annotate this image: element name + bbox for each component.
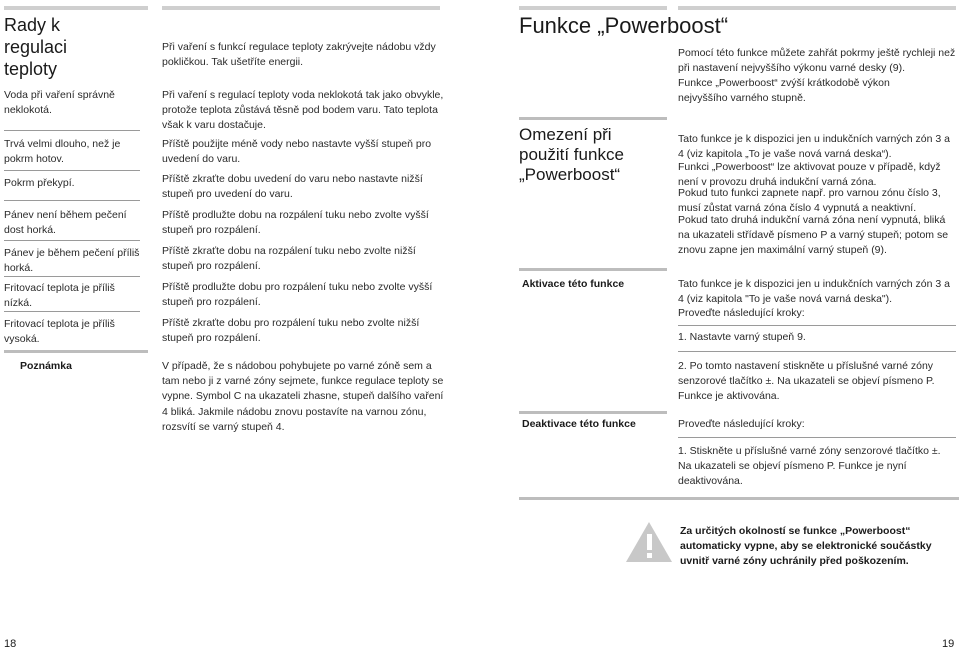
- limits-text-1: Tato funkce je k dispozici jen u indukčních varných zón 3 a 4 (viz kapitola „To je vaše nová varná deska“).: [678, 133, 950, 161]
- divider: [678, 325, 956, 326]
- deactivation-label: Deaktivace této funkce: [522, 418, 636, 430]
- page-number-left: 18: [4, 638, 17, 650]
- divider: [4, 130, 140, 131]
- left-top-bar: [4, 6, 148, 10]
- right-top-bar: [519, 6, 667, 10]
- note-bar: [4, 350, 148, 353]
- divider: [4, 276, 140, 277]
- activation-step-2: 2. Po tomto nastavení stiskněte u příslušné varné zóny senzorové tlačítko ±. Na ukazateli se objeví písmeno P. Funkce je aktivována.: [678, 360, 935, 403]
- problem-1: Voda při vaření správně neklokotá.: [4, 89, 115, 117]
- right-top-bar-right: [678, 6, 956, 10]
- limits-text-2: Funkci „Powerboost“ lze aktivovat pouze v případě, když není v provozu druhá indukční varná zóna.: [678, 161, 941, 189]
- deactivation-step-1: 1. Stiskněte u příslušné varné zóny senzorové tlačítko ±. Na ukazateli se objeví písmeno P. Funkce je nyní deaktivována.: [678, 445, 941, 488]
- warning-text: Za určitých okolností se funkce „Powerboost“ automaticky vypne, aby se elektronické součástky uvnitř varné zóny uchránily před poškozením.: [680, 525, 932, 568]
- activation-text-1: Tato funkce je k dispozici jen u indukčních varných zón 3 a 4 (viz kapitola "To je vaše nová varná deska").: [678, 278, 950, 306]
- divider: [4, 311, 140, 312]
- solution-2: Příště použijte méně vody nebo nastavte vyšší stupeň pro uvedení do varu.: [162, 138, 432, 166]
- limits-text-4: Pokud tato druhá indukční varná zóna není vypnutá, bliká na ukazateli střídavě písmeno P a varný stupeň; potom se znovu zapne jen maximální varný stupeň (9).: [678, 214, 949, 257]
- limits-text-3: Pokud tuto funkci zapnete např. pro varnou zónu číslo 3, musí zůstat varná zóna číslo 4 vypnutá a neaktivní.: [678, 187, 941, 215]
- deactivation-bar: [519, 411, 667, 414]
- divider: [4, 170, 140, 171]
- solution-1: Při vaření s regulací teploty voda neklokotá tak jako obvykle, protože teplota zůstává těsně pod bodem varu. Tato teplota však k varu dostačuje.: [162, 89, 444, 132]
- divider: [4, 240, 140, 241]
- note-label: Poznámka: [20, 360, 72, 372]
- warning-bar: [519, 497, 959, 500]
- problem-5: Pánev je během pečení příliš horká.: [4, 247, 140, 275]
- problem-3: Pokrm překypí.: [4, 177, 75, 189]
- limits-bar: [519, 117, 667, 120]
- warning-icon-mark: [647, 534, 652, 550]
- limits-title: Omezení při použití funkce „Powerboost“: [519, 125, 624, 184]
- solution-5: Příště zkraťte dobu na rozpálení tuku nebo zvolte nižší stupeň pro rozpálení.: [162, 245, 416, 273]
- left-heading: Rady k regulaci teploty: [4, 15, 68, 79]
- problem-4: Pánev není během pečení dost horká.: [4, 209, 127, 237]
- powerboost-intro-2: Funkce „Powerboost“ zvýší krátkodobě výkon nejvyššího varného stupně.: [678, 77, 890, 105]
- problem-7: Fritovací teplota je příliš vysoká.: [4, 318, 115, 346]
- page-number-right: 19: [942, 638, 955, 650]
- activation-label: Aktivace této funkce: [522, 278, 625, 290]
- activation-bar: [519, 268, 667, 271]
- regulation-intro: Při vaření s funkcí regulace teploty zakrývejte nádobu vždy pokličkou. Tak ušetříte energii.: [162, 41, 436, 69]
- problem-2: Trvá velmi dlouho, než je pokrm hotov.: [4, 138, 121, 166]
- note-text: V případě, že s nádobou pohybujete po varné zóně sem a tam nebo ji z varné zóny sejmete, funkce regulace teploty se vypne. Symbol C na ukazateli zhasne, stupeň dalšího vaření 4 bliká. Jakmile nádobu znovu postavíte na varnou zónu, rozsvítí se varný stupeň 4.: [162, 360, 444, 433]
- problem-6: Fritovací teplota je příliš nízká.: [4, 282, 115, 310]
- warning-icon-dot: [647, 553, 652, 558]
- divider: [678, 437, 956, 438]
- activation-text-2: Proveďte následující kroky:: [678, 307, 805, 319]
- deactivation-text: Proveďte následující kroky:: [678, 418, 805, 430]
- solution-3: Příště zkraťte dobu uvedení do varu nebo nastavte nižší stupeň pro uvedení do varu.: [162, 173, 423, 201]
- activation-step-1: 1. Nastavte varný stupeň 9.: [678, 331, 806, 343]
- divider: [678, 351, 956, 352]
- solution-4: Příště prodlužte dobu na rozpálení tuku nebo zvolte vyšší stupeň pro rozpálení.: [162, 209, 429, 237]
- solution-7: Příště zkraťte dobu pro rozpálení tuku nebo zvolte nižší stupeň pro rozpálení.: [162, 317, 420, 345]
- left-top-bar-right: [162, 6, 440, 10]
- powerboost-title: Funkce „Powerboost“: [519, 13, 729, 38]
- divider: [4, 200, 140, 201]
- solution-6: Příště prodlužte dobu pro rozpálení tuku nebo zvolte vyšší stupeň pro rozpálení.: [162, 281, 433, 309]
- powerboost-intro-1: Pomocí této funkce můžete zahřát pokrmy ještě rychleji než při nastavení nejvyššího výkonu varné desky (9).: [678, 47, 956, 75]
